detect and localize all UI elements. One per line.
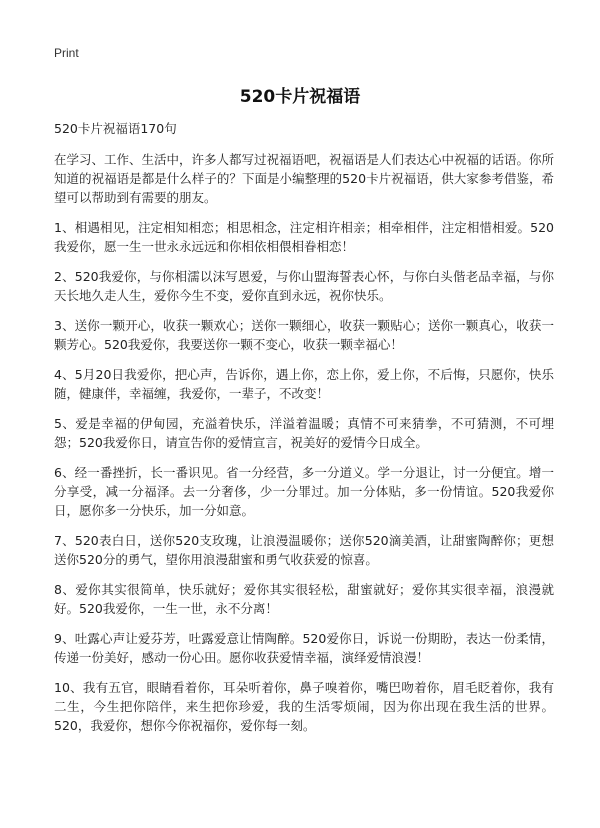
blessing-item-3: 3、送你一颗开心，收获一颗欢心；送你一颗细心，收获一颗贴心；送你一颗真心，收获一颗芳心。520我爱你，我要送你一颗不变心，收获一颗幸福心！ [54,318,554,352]
article-body [54,120,554,746]
intro-paragraph: 在学习、工作、生活中，许多人都写过祝福语吧，祝福语是人们表达心中祝福的话语。你所知道的祝福语是都是什么样子的？下面是小编整理的520卡片祝福语，供大家参考借鉴，希望可以帮助到有需要的朋友。 [54,152,555,205]
page-title: 520卡片祝福语 [239,87,361,107]
blessing-item-4: 4、5月20日我爱你，把心声，告诉你，遇上你，恋上你，爱上你，不后悔，只愿你，快乐随，健康伴，幸福缠，我爱你，一辈子，不改变！ [54,367,554,401]
blessing-item-7: 7、520表白日，送你520支玫瑰，让浪漫温暖你；送你520滴美酒，让甜蜜陶醉你；更想送你520分的勇气，望你用浪漫甜蜜和勇气收获爱的惊喜。 [54,533,554,567]
blessing-item-5: 5、爱是幸福的伊甸园，充溢着快乐，洋溢着温暖；真情不可来猜拳，不可猜测，不可埋怨；520我爱你日，请宣告你的爱情宣言，祝美好的爱情今日成全。 [54,416,554,450]
blessing-item-9: 9、吐露心声让爱芬芳，吐露爱意让情陶醉。520爱你日，诉说一份期盼，表达一份柔情，传递一份美好，感动一份心田。愿你收获爱情幸福，演绎爱情浪漫！ [54,631,554,665]
blessing-item-8: 8、爱你其实很简单，快乐就好；爱你其实很轻松，甜蜜就好；爱你其实很幸福，浪漫就好。520我爱你，一生一世，永不分离！ [54,582,554,616]
article-subtitle: 520卡片祝福语170句 [54,121,177,136]
blessing-item-1: 1、相遇相见，注定相知相恋；相思相念，注定相许相亲；相牵相伴，注定相惜相爱。520我爱你，愿一生一世永永远远和你相依相偎相眷相恋！ [54,220,554,254]
blessing-item-6: 6、经一番挫折，长一番识见。省一分经营，多一分道义。学一分退让，讨一分便宜。增一分享受，减一分福泽。去一分奢侈，少一分罪过。加一分体贴，多一份情谊。520我爱你日，愿你多一分快乐，加一分如意。 [54,465,554,518]
print-link[interactable]: Print [54,46,79,60]
blessing-item-10: 10、我有五官，眼睛看着你，耳朵听着你，鼻子嗅着你，嘴巴吻着你，眉毛眨着你，我有二生，今生把你陪伴，来生把你珍爱，我的生活零烦闹，因为你出现在我生活的世界。520，我爱你，想你今你祝福你，爱你每一刻。 [54,680,554,733]
blessing-item-2: 2、520我爱你，与你相濡以沫写恩爱，与你山盟海誓表心怀，与你白头偕老品幸福，与你天长地久走人生，爱你今生不变，爱你直到永远，祝你快乐。 [54,269,554,303]
